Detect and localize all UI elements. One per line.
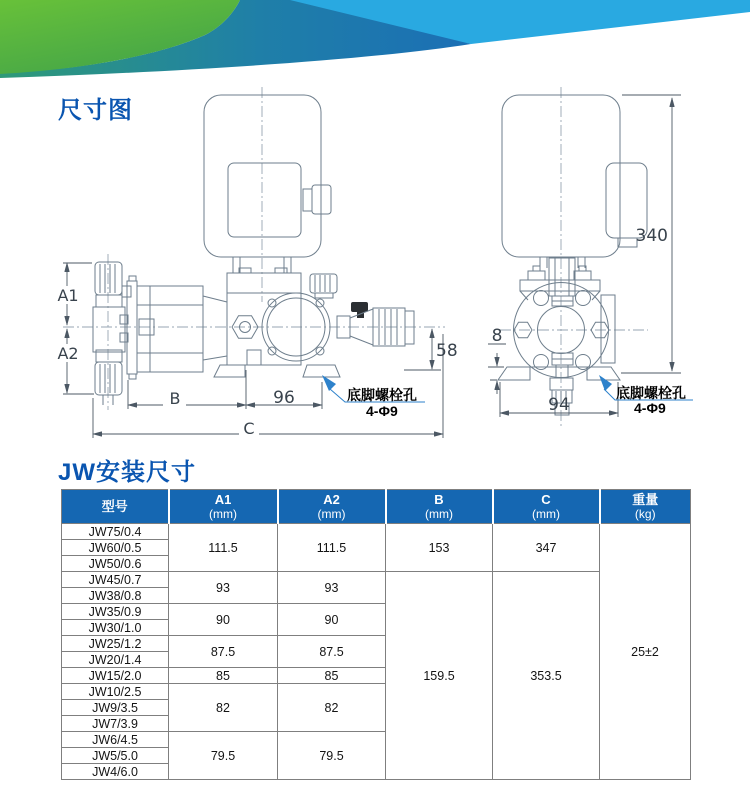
dim-label-b: B <box>169 389 181 408</box>
a1-cell: 82 <box>169 684 278 732</box>
table-row <box>62 572 691 588</box>
foot-bolt-hole-note: 底脚螺栓孔 <box>616 385 686 401</box>
model-cell: JW7/3.9 <box>62 716 169 732</box>
model-cell: JW45/0.7 <box>62 572 169 588</box>
pump-head <box>137 286 203 372</box>
dim-label-340: 340 <box>635 226 668 246</box>
dimension-diagram-title: 尺寸图 <box>58 97 133 124</box>
head-flange-plate <box>127 281 137 374</box>
pump-side-view <box>55 87 458 438</box>
banner <box>0 0 750 78</box>
model-cell: JW9/3.5 <box>62 700 169 716</box>
table-row <box>62 524 691 540</box>
col-header-a2: A2 (mm) <box>278 490 386 524</box>
a2-cell: 93 <box>278 572 386 604</box>
motor-outline <box>502 95 620 257</box>
a2-cell: 82 <box>278 684 386 732</box>
foot-bolt-hole-spec: 4-Φ9 <box>366 403 398 419</box>
model-cell: JW20/1.4 <box>62 652 169 668</box>
dim-label-94: 94 <box>548 395 570 415</box>
col-header-weight: 重量 (kg) <box>600 490 691 524</box>
a1-cell: 93 <box>169 572 278 604</box>
foot-bolt-hole-note: 底脚螺栓孔 <box>347 387 417 403</box>
dim-label-8: 8 <box>491 326 503 346</box>
c-cell: 353.5 <box>493 572 600 780</box>
foot-bolt-hole-spec: 4-Φ9 <box>634 400 666 416</box>
col-header-model: 型号 <box>62 490 169 524</box>
a1-cell: 79.5 <box>169 732 278 780</box>
col-header-b: B (mm) <box>386 490 493 524</box>
a2-cell: 85 <box>278 668 386 684</box>
leader-arrow <box>599 375 612 391</box>
model-cell: JW25/1.2 <box>62 636 169 652</box>
dim-label-58: 58 <box>436 341 458 361</box>
a1-cell: 111.5 <box>169 524 278 572</box>
model-cell: JW15/2.0 <box>62 668 169 684</box>
dim-label-a2: A2 <box>57 344 79 363</box>
pump-front-view <box>488 87 693 428</box>
dim-label-a1: A1 <box>57 286 79 305</box>
a1-cell: 90 <box>169 604 278 636</box>
a2-cell: 87.5 <box>278 636 386 668</box>
model-cell: JW75/0.4 <box>62 524 169 540</box>
install-dimensions-title: JW安装尺寸 <box>58 459 196 486</box>
col-header-c: C (mm) <box>493 490 600 524</box>
dimensions-right <box>488 95 693 417</box>
model-cell: JW6/4.5 <box>62 732 169 748</box>
valve-stack <box>93 262 131 405</box>
install-dimensions-table <box>61 489 691 780</box>
model-cell: JW60/0.5 <box>62 540 169 556</box>
motor-outline <box>204 95 321 257</box>
model-cell: JW4/6.0 <box>62 764 169 780</box>
b-cell: 159.5 <box>386 572 493 780</box>
model-cell: JW30/1.0 <box>62 620 169 636</box>
dim-label-96: 96 <box>273 388 295 408</box>
mount-foot <box>498 367 530 380</box>
a1-cell: 85 <box>169 668 278 684</box>
model-cell: JW10/2.5 <box>62 684 169 700</box>
a1-cell: 87.5 <box>169 636 278 668</box>
col-header-a1: A1 (mm) <box>169 490 278 524</box>
junction-box <box>228 163 301 237</box>
model-cell: JW5/5.0 <box>62 748 169 764</box>
weight-cell: 25±2 <box>600 524 691 780</box>
dim-label-c: C <box>243 419 255 438</box>
mount-foot <box>587 367 620 380</box>
model-cell: JW50/0.6 <box>62 556 169 572</box>
vent-knob <box>310 274 337 293</box>
mount-foot <box>303 365 340 377</box>
a2-cell: 79.5 <box>278 732 386 780</box>
header-row <box>62 490 691 524</box>
mount-foot <box>214 365 245 377</box>
b-cell: 153 <box>386 524 493 572</box>
stroke-lock-knob <box>351 302 368 312</box>
model-cell: JW35/0.9 <box>62 604 169 620</box>
model-cell: JW38/0.8 <box>62 588 169 604</box>
c-cell: 347 <box>493 524 600 572</box>
a2-cell: 111.5 <box>278 524 386 572</box>
a2-cell: 90 <box>278 604 386 636</box>
